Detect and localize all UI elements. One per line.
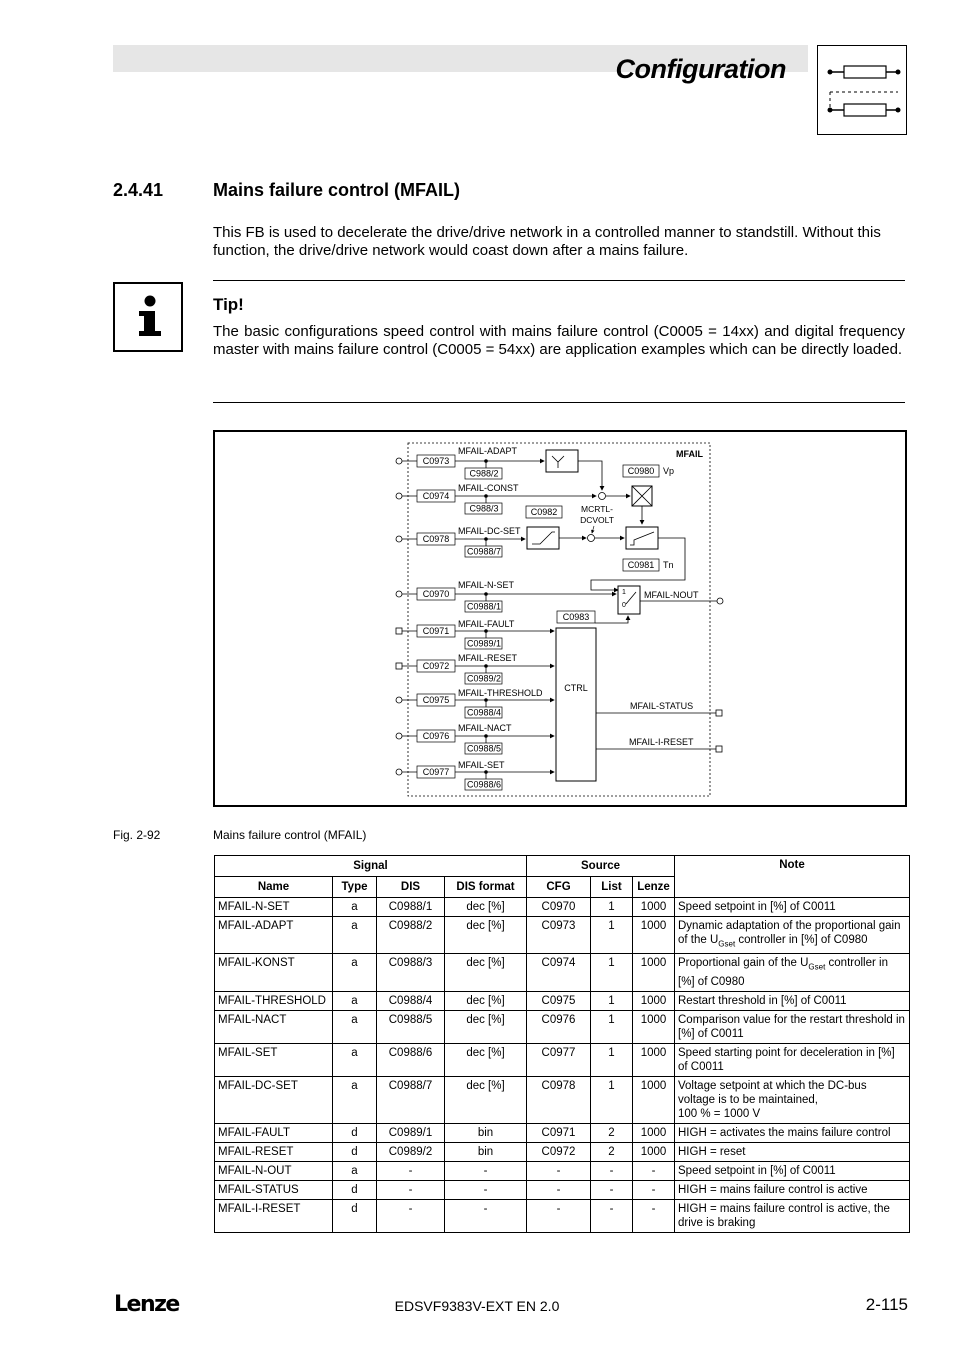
cell-fmt: - xyxy=(445,1161,527,1180)
dis-code-label: C0988/5 xyxy=(466,743,502,754)
table-row xyxy=(215,1043,910,1076)
configuration-icon xyxy=(817,45,907,135)
col-type: Type xyxy=(333,877,377,898)
input-row xyxy=(396,526,525,557)
cell-fmt: dec [%] xyxy=(445,917,527,954)
cell-name: MFAIL-N-OUT xyxy=(215,1161,333,1180)
cell-fmt: bin xyxy=(445,1142,527,1161)
dis-code-label: C0988/6 xyxy=(466,779,502,790)
cell-type: d xyxy=(333,1123,377,1142)
cell-type: a xyxy=(333,1161,377,1180)
cell-lenze: 1000 xyxy=(633,1123,675,1142)
cell-fmt: dec [%] xyxy=(445,991,527,1010)
dis-code-label: C0989/1 xyxy=(466,638,502,649)
cell-note: Speed setpoint in [%] of C0011 xyxy=(675,898,910,917)
dis-code-label: C0988/4 xyxy=(466,707,502,718)
c0982-label: C0982 xyxy=(530,507,558,517)
cell-name: MFAIL-SET xyxy=(215,1043,333,1076)
col-cfg: CFG xyxy=(527,877,591,898)
cell-dis: C0988/7 xyxy=(377,1076,445,1123)
cell-note: HIGH = mains failure control is active, the drive is braking xyxy=(675,1199,910,1232)
input-port xyxy=(396,458,402,464)
c0981-label: C0981 xyxy=(627,560,655,570)
input-row xyxy=(396,446,544,479)
mfail-function-block-diagram xyxy=(213,430,907,807)
cell-type: a xyxy=(333,898,377,917)
pi-controller-block xyxy=(626,527,658,549)
cell-list: 1 xyxy=(591,1010,633,1043)
input-port xyxy=(396,733,402,739)
nout-output-port xyxy=(717,598,723,604)
cell-note xyxy=(675,1076,910,1123)
cell-cfg: - xyxy=(527,1180,591,1199)
dis-code-label: C988/2 xyxy=(469,468,499,479)
switch-1-label: 1 xyxy=(622,589,626,596)
cfg-code-label: C0975 xyxy=(422,695,450,705)
intro-paragraph: This FB is used to decelerate the drive/drive network in a controlled manner to standstill. Without this function, the drive/drive network would coast down after a mains failure. xyxy=(213,224,881,259)
cell-type: a xyxy=(333,1076,377,1123)
cell-note: Comparison value for the restart threshold in [%] of C0011 xyxy=(675,1010,910,1043)
group-signal: Signal xyxy=(215,856,527,877)
note-part: controller in [%] of C0980 xyxy=(678,957,888,988)
input-port xyxy=(396,493,402,499)
input-row xyxy=(396,653,554,684)
cell-dis: C0988/5 xyxy=(377,1010,445,1043)
divider-bottom xyxy=(213,402,905,403)
cell-name: MFAIL-FAULT xyxy=(215,1123,333,1142)
note-part: Gset xyxy=(718,939,736,949)
lenze-logo: Lenze xyxy=(114,1292,179,1317)
cell-lenze: 1000 xyxy=(633,954,675,991)
cell-type: a xyxy=(333,917,377,954)
cell-lenze: 1000 xyxy=(633,1142,675,1161)
cell-name: MFAIL-STATUS xyxy=(215,1180,333,1199)
cell-cfg: C0978 xyxy=(527,1076,591,1123)
cell-list: 1 xyxy=(591,991,633,1010)
cell-dis: - xyxy=(377,1180,445,1199)
ctrl-label: CTRL xyxy=(564,683,588,693)
switch-0-label: 0 xyxy=(622,602,626,609)
cell-list: 1 xyxy=(591,898,633,917)
cfg-code-label: C0973 xyxy=(422,456,450,466)
cell-name: MFAIL-ADAPT xyxy=(215,917,333,954)
cell-lenze: 1000 xyxy=(633,1076,675,1123)
c0980-label: C0980 xyxy=(627,466,655,476)
tn-label: Tn xyxy=(663,560,674,570)
input-row xyxy=(396,688,554,718)
cell-list: - xyxy=(591,1161,633,1180)
cell-cfg: - xyxy=(527,1161,591,1180)
status-label: MFAIL-STATUS xyxy=(630,701,694,711)
cell-fmt: bin xyxy=(445,1123,527,1142)
cell-dis: C0988/6 xyxy=(377,1043,445,1076)
cell-cfg: C0976 xyxy=(527,1010,591,1043)
note-part: 100 % = 1000 V xyxy=(678,1107,761,1120)
input-port xyxy=(396,769,402,775)
cell-cfg: - xyxy=(527,1199,591,1232)
input-row xyxy=(396,580,616,612)
note-part: Gset xyxy=(808,962,826,972)
cell-dis: - xyxy=(377,1161,445,1180)
table-row xyxy=(215,898,910,917)
table-row xyxy=(215,954,910,991)
table-row xyxy=(215,1123,910,1142)
cell-note xyxy=(675,954,910,991)
cell-list: 1 xyxy=(591,954,633,991)
cell-lenze: 1000 xyxy=(633,1043,675,1076)
group-source: Source xyxy=(527,856,675,877)
cell-name: MFAIL-KONST xyxy=(215,954,333,991)
cell-fmt: dec [%] xyxy=(445,1043,527,1076)
col-list: List xyxy=(591,877,633,898)
signal-name-label: MFAIL-DC-SET xyxy=(458,526,521,536)
block-name-label: MFAIL xyxy=(676,449,703,459)
mcrtl-label: MCRTL- xyxy=(581,504,613,514)
col-dis-format: DIS format xyxy=(445,877,527,898)
dcvolt-label: DCVOLT xyxy=(580,515,614,525)
input-row xyxy=(396,619,554,649)
vp-label: Vp xyxy=(663,466,675,476)
cell-list: 1 xyxy=(591,917,633,954)
note-part: Voltage setpoint at which the DC-bus voltage is to be maintained, xyxy=(678,1079,867,1106)
cfg-code-label: C0976 xyxy=(422,731,450,741)
cell-note: Speed starting point for deceleration in [%] of C0011 xyxy=(675,1043,910,1076)
cfg-code-label: C0970 xyxy=(422,589,450,599)
input-port xyxy=(396,536,402,542)
group-note: Note xyxy=(675,856,910,898)
multiplier-node xyxy=(599,493,606,500)
tip-text: The basic configurations speed control with mains failure control (C0005 = 14xx) and digital frequency master with mains failure control (C0005 = 54xx) are application examples which can be directly loaded. xyxy=(213,323,905,358)
figure-caption: Mains failure control (MFAIL) xyxy=(213,828,367,842)
cfg-code-label: C0977 xyxy=(422,767,450,777)
cell-dis: C0989/1 xyxy=(377,1123,445,1142)
dis-code-label: C988/3 xyxy=(469,503,499,514)
section-title: Mains failure control (MFAIL) xyxy=(213,180,461,200)
cell-note xyxy=(675,917,910,954)
cell-type: d xyxy=(333,1199,377,1232)
cell-note: Speed setpoint in [%] of C0011 xyxy=(675,1161,910,1180)
note-part: controller in [%] of C0980 xyxy=(735,934,868,946)
input-port xyxy=(396,591,402,597)
input-row xyxy=(396,483,596,514)
cell-cfg: C0975 xyxy=(527,991,591,1010)
ireset-output-port xyxy=(716,746,722,752)
table-row xyxy=(215,1010,910,1043)
cell-dis: C0988/1 xyxy=(377,898,445,917)
input-port xyxy=(396,663,402,669)
document-id: EDSVF9383V-EXT EN 2.0 xyxy=(394,1298,560,1314)
nout-label: MFAIL-NOUT xyxy=(644,590,699,600)
table-row xyxy=(215,1142,910,1161)
cell-fmt: - xyxy=(445,1199,527,1232)
cell-fmt: dec [%] xyxy=(445,1076,527,1123)
cell-type: a xyxy=(333,1043,377,1076)
cell-cfg: C0970 xyxy=(527,898,591,917)
cell-cfg: C0974 xyxy=(527,954,591,991)
ctrl-block xyxy=(556,628,596,781)
input-row xyxy=(396,723,554,754)
cell-dis: C0988/3 xyxy=(377,954,445,991)
signal-name-label: MFAIL-ADAPT xyxy=(458,446,518,456)
signal-name-label: MFAIL-THRESHOLD xyxy=(458,688,543,698)
cell-cfg: C0977 xyxy=(527,1043,591,1076)
cell-list: - xyxy=(591,1180,633,1199)
table-row xyxy=(215,1180,910,1199)
cell-note: Restart threshold in [%] of C0011 xyxy=(675,991,910,1010)
cell-type: a xyxy=(333,954,377,991)
note-part: Dynamic adaptation of the proportional gain of the U xyxy=(678,920,901,946)
section-number: 2.4.41 xyxy=(113,180,164,200)
col-lenze: Lenze xyxy=(633,877,675,898)
dis-code-label: C0988/1 xyxy=(466,601,502,612)
c0983-label: C0983 xyxy=(562,612,590,622)
cell-name: MFAIL-I-RESET xyxy=(215,1199,333,1232)
cell-list: 2 xyxy=(591,1142,633,1161)
page-number: 2-115 xyxy=(865,1295,908,1314)
cell-list: - xyxy=(591,1199,633,1232)
signal-name-label: MFAIL-SET xyxy=(458,760,505,770)
note-part: Proportional gain of the U xyxy=(678,957,809,970)
status-output-port xyxy=(716,710,722,716)
table-row xyxy=(215,917,910,954)
signal-name-label: MFAIL-CONST xyxy=(458,483,519,493)
cell-dis: C0988/4 xyxy=(377,991,445,1010)
cell-note: HIGH = reset xyxy=(675,1142,910,1161)
cell-type: d xyxy=(333,1142,377,1161)
table-row xyxy=(215,1161,910,1180)
adapt-characteristic-block xyxy=(546,450,578,472)
cell-lenze: 1000 xyxy=(633,991,675,1010)
cell-cfg: C0973 xyxy=(527,917,591,954)
page-title: Configuration xyxy=(615,54,786,84)
cell-lenze: 1000 xyxy=(633,917,675,954)
divider-top xyxy=(213,280,905,281)
ireset-label: MFAIL-I-RESET xyxy=(629,737,694,747)
signal-name-label: MFAIL-RESET xyxy=(458,653,518,663)
cell-dis: C0988/2 xyxy=(377,917,445,954)
cell-name: MFAIL-RESET xyxy=(215,1142,333,1161)
tip-title: Tip! xyxy=(213,295,244,314)
cell-list: 1 xyxy=(591,1076,633,1123)
cell-list: 1 xyxy=(591,1043,633,1076)
col-dis: DIS xyxy=(377,877,445,898)
cell-fmt: dec [%] xyxy=(445,954,527,991)
cell-note: HIGH = activates the mains failure control xyxy=(675,1123,910,1142)
cell-type: a xyxy=(333,1010,377,1043)
signal-table xyxy=(214,855,910,1233)
cell-dis: - xyxy=(377,1199,445,1232)
cell-lenze: - xyxy=(633,1161,675,1180)
input-port xyxy=(396,697,402,703)
cell-name: MFAIL-DC-SET xyxy=(215,1076,333,1123)
table-row xyxy=(215,1199,910,1232)
col-name: Name xyxy=(215,877,333,898)
signal-name-label: MFAIL-FAULT xyxy=(458,619,515,629)
cell-lenze: 1000 xyxy=(633,898,675,917)
cell-name: MFAIL-N-SET xyxy=(215,898,333,917)
cell-cfg: C0971 xyxy=(527,1123,591,1142)
figure-number: Fig. 2-92 xyxy=(113,828,161,842)
cell-fmt: dec [%] xyxy=(445,1010,527,1043)
signal-name-label: MFAIL-NACT xyxy=(458,723,512,733)
cell-lenze: 1000 xyxy=(633,1010,675,1043)
cfg-code-label: C0978 xyxy=(422,534,450,544)
cell-cfg: C0972 xyxy=(527,1142,591,1161)
cell-fmt: dec [%] xyxy=(445,898,527,917)
cell-type: d xyxy=(333,1180,377,1199)
input-port xyxy=(396,628,402,634)
cell-name: MFAIL-NACT xyxy=(215,1010,333,1043)
cell-note: HIGH = mains failure control is active xyxy=(675,1180,910,1199)
signal-name-label: MFAIL-N-SET xyxy=(458,580,515,590)
ramp-block xyxy=(527,527,559,549)
info-icon xyxy=(113,282,183,352)
cfg-code-label: C0971 xyxy=(422,626,450,636)
cell-fmt: - xyxy=(445,1180,527,1199)
cell-name: MFAIL-THRESHOLD xyxy=(215,991,333,1010)
cfg-code-label: C0974 xyxy=(422,491,450,501)
cfg-code-label: C0972 xyxy=(422,661,450,671)
table-row xyxy=(215,991,910,1010)
cell-lenze: - xyxy=(633,1180,675,1199)
cell-list: 2 xyxy=(591,1123,633,1142)
input-row xyxy=(396,760,554,790)
cell-type: a xyxy=(333,991,377,1010)
cell-dis: C0989/2 xyxy=(377,1142,445,1161)
cell-lenze: - xyxy=(633,1199,675,1232)
dis-code-label: C0988/7 xyxy=(466,546,502,557)
dis-code-label: C0989/2 xyxy=(466,673,502,684)
table-row xyxy=(215,1076,910,1123)
